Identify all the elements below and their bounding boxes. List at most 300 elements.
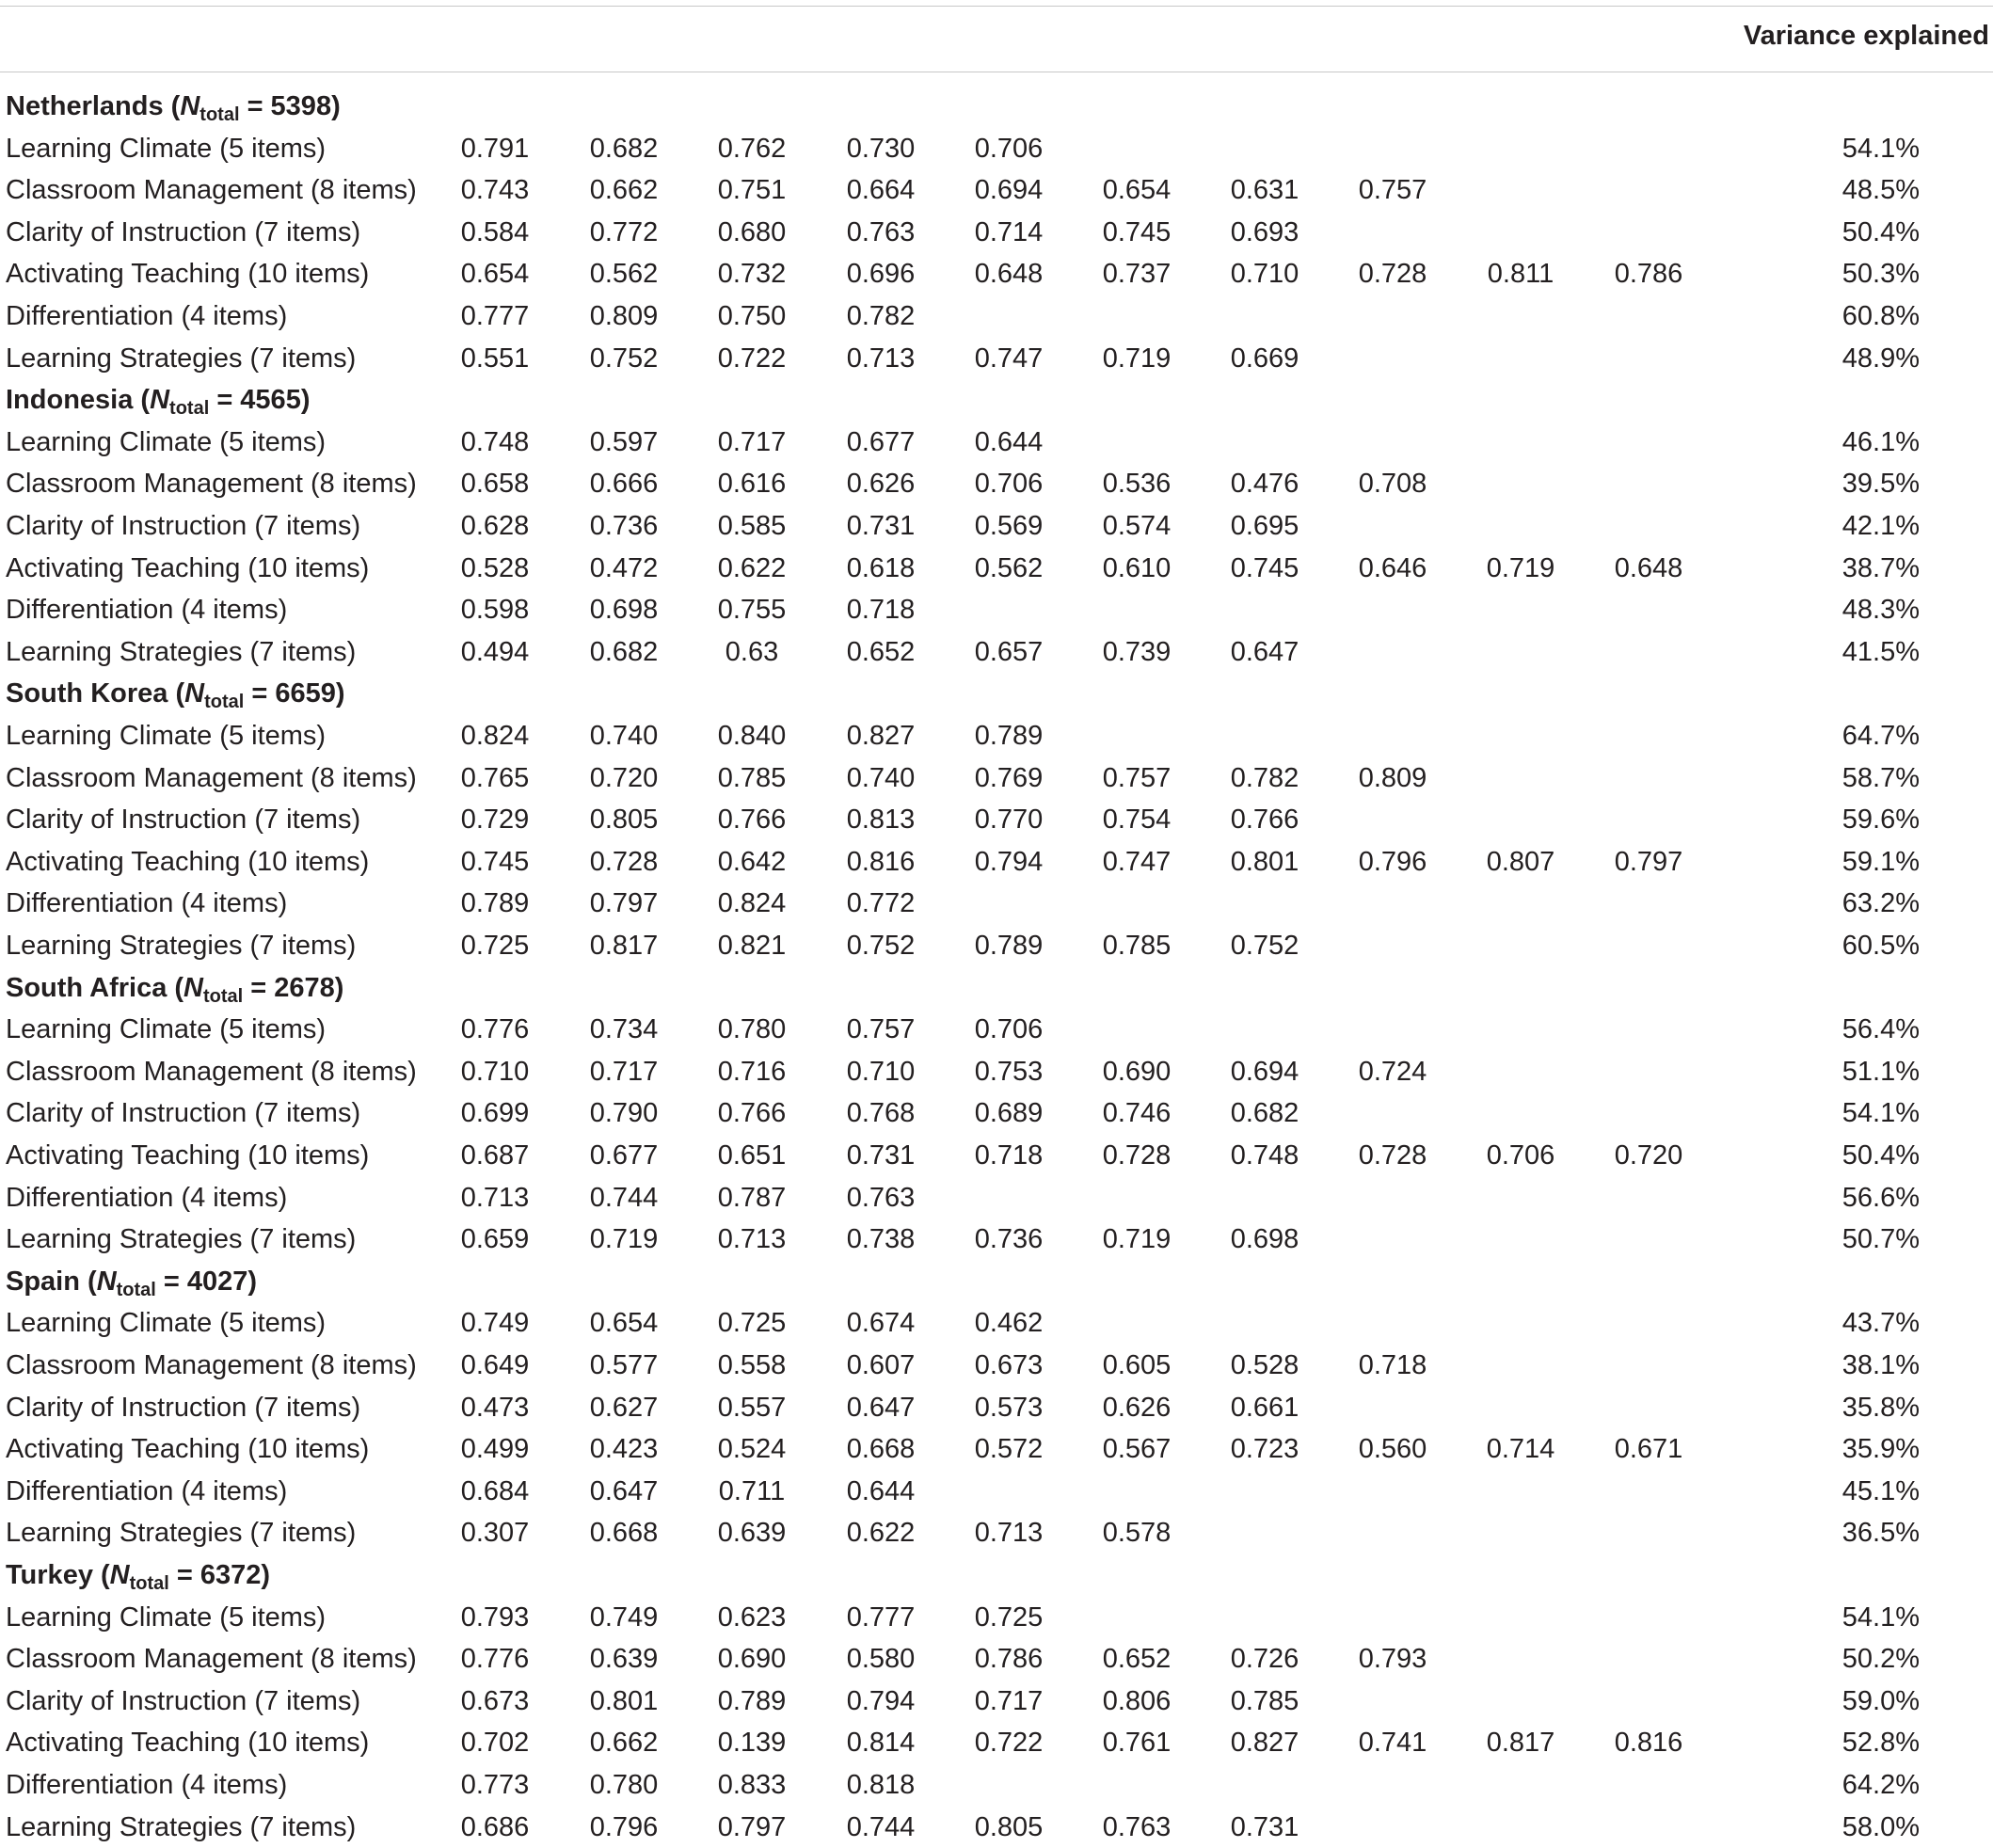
- loading-cell: 0.307: [460, 1518, 530, 1549]
- table-row: [0, 422, 1993, 463]
- country-name: Indonesia: [6, 385, 134, 416]
- table-row: [0, 1807, 1993, 1848]
- loading-cell: 0.776: [460, 1644, 530, 1675]
- variance-cell: 58.0%: [1842, 1811, 1920, 1842]
- loading-cell: 0.782: [846, 301, 916, 331]
- loading-cell: 0.569: [974, 511, 1044, 541]
- loading-cell: 0.671: [1614, 1434, 1683, 1465]
- loading-cell: 0.805: [589, 805, 659, 836]
- loading-cell: 0.618: [846, 552, 916, 583]
- loading-cell: 0.745: [460, 846, 530, 877]
- loading-cell: 0.562: [974, 552, 1044, 583]
- top-rule: [0, 6, 1993, 7]
- loading-cell: 0.772: [589, 216, 659, 247]
- table-row: [0, 1345, 1993, 1386]
- loading-cell: 0.754: [1102, 805, 1172, 836]
- variance-cell: 48.3%: [1842, 595, 1920, 626]
- loading-cell: 0.785: [717, 762, 787, 793]
- loading-cell: 0.763: [846, 216, 916, 247]
- table-row: [0, 169, 1993, 211]
- loading-cell: 0.626: [846, 469, 916, 500]
- group-title: Turkey $(N_{total} = 6372)$: [6, 1560, 271, 1594]
- loading-cell: 0.551: [460, 343, 530, 374]
- loading-cell: 0.724: [1358, 1056, 1427, 1087]
- country-name: Netherlands: [6, 91, 164, 121]
- variance-cell: 46.1%: [1842, 426, 1920, 457]
- loading-cell: 0.744: [846, 1811, 916, 1842]
- loading-cell: 0.677: [589, 1140, 659, 1171]
- loading-cell: 0.584: [460, 216, 530, 247]
- loading-cell: 0.763: [1102, 1811, 1172, 1842]
- country-name: South Africa: [6, 972, 167, 1003]
- loading-cell: 0.777: [846, 1601, 916, 1633]
- loading-cell: 0.646: [1358, 552, 1427, 583]
- loading-cell: 0.816: [1614, 1728, 1683, 1759]
- loading-cell: 0.745: [1102, 216, 1172, 247]
- loading-cell: 0.659: [460, 1224, 530, 1255]
- variance-cell: 56.6%: [1842, 1182, 1920, 1213]
- loading-cell: 0.682: [589, 133, 659, 164]
- loading-cell: 0.748: [1230, 1140, 1299, 1171]
- table-row: [0, 505, 1993, 547]
- loading-cell: 0.644: [974, 426, 1044, 457]
- loading-cell: 0.718: [974, 1140, 1044, 1171]
- table-row: [0, 1302, 1993, 1344]
- table-row: [0, 548, 1993, 589]
- variance-cell: 63.2%: [1842, 888, 1920, 919]
- loading-cell: 0.652: [1102, 1644, 1172, 1675]
- table-row: [0, 1638, 1993, 1680]
- loading-cell: 0.573: [974, 1392, 1044, 1423]
- scale-label: Differentiation (4 items): [6, 888, 288, 919]
- loading-cell: 0.725: [717, 1308, 787, 1339]
- loading-cell: 0.745: [1230, 552, 1299, 583]
- loading-cell: 0.669: [1230, 343, 1299, 374]
- scale-label: Learning Climate (5 items): [6, 1014, 327, 1045]
- variance-cell: 35.9%: [1842, 1434, 1920, 1465]
- loading-cell: 0.689: [974, 1098, 1044, 1129]
- loading-cell: 0.789: [974, 931, 1044, 961]
- table-row: [0, 883, 1993, 924]
- loading-cell: 0.762: [717, 133, 787, 164]
- loading-cell: 0.578: [1102, 1518, 1172, 1549]
- loading-cell: 0.766: [717, 805, 787, 836]
- loading-cell: 0.728: [1358, 1140, 1427, 1171]
- n-subscript: total: [199, 104, 240, 125]
- loading-cell: 0.725: [460, 931, 530, 961]
- variance-cell: 43.7%: [1842, 1308, 1920, 1339]
- loading-cell: 0.528: [460, 552, 530, 583]
- group-header-row: [0, 86, 1993, 127]
- table-row: [0, 1471, 1993, 1512]
- variance-cell: 64.2%: [1842, 1770, 1920, 1800]
- loading-cell: 0.726: [1230, 1644, 1299, 1675]
- loading-cell: 0.702: [460, 1728, 530, 1759]
- variance-cell: 45.1%: [1842, 1475, 1920, 1506]
- loading-cell: 0.719: [1102, 343, 1172, 374]
- loading-cell: 0.644: [846, 1475, 916, 1506]
- loading-cell: 0.827: [1230, 1728, 1299, 1759]
- loading-cell: 0.717: [974, 1685, 1044, 1716]
- loading-cell: 0.818: [846, 1770, 916, 1800]
- scale-label: Learning Strategies (7 items): [6, 343, 357, 374]
- loading-cell: 0.729: [460, 805, 530, 836]
- country-name: Spain: [6, 1266, 80, 1297]
- loading-cell: 0.714: [974, 216, 1044, 247]
- loading-cell: 0.814: [846, 1728, 916, 1759]
- n-subscript: total: [169, 398, 210, 420]
- variance-cell: 42.1%: [1842, 511, 1920, 541]
- table-row: [0, 589, 1993, 630]
- loading-cell: 0.647: [846, 1392, 916, 1423]
- loading-cell: 0.557: [717, 1392, 787, 1423]
- loading-cell: 0.687: [460, 1140, 530, 1171]
- loading-cell: 0.744: [589, 1182, 659, 1213]
- table-row: [0, 757, 1993, 799]
- loading-cell: 0.749: [589, 1601, 659, 1633]
- table-row: [0, 1135, 1993, 1176]
- table-row: [0, 1009, 1993, 1050]
- variance-cell: 54.1%: [1842, 1601, 1920, 1633]
- scale-label: Learning Climate (5 items): [6, 721, 327, 751]
- table-row: [0, 925, 1993, 966]
- loading-cell: 0.639: [589, 1644, 659, 1675]
- scale-label: Activating Teaching (10 items): [6, 552, 370, 583]
- loading-cell: 0.658: [460, 469, 530, 500]
- variance-cell: 38.7%: [1842, 552, 1920, 583]
- table-row: [0, 715, 1993, 757]
- loading-cell: 0.719: [1102, 1224, 1172, 1255]
- loading-cell: 0.714: [1486, 1434, 1555, 1465]
- scale-label: Activating Teaching (10 items): [6, 1728, 370, 1759]
- scale-label: Clarity of Instruction (7 items): [6, 1098, 361, 1129]
- loading-cell: 0.139: [717, 1728, 787, 1759]
- loading-cell: 0.763: [846, 1182, 916, 1213]
- loading-cell: 0.718: [1358, 1350, 1427, 1380]
- scale-label: Differentiation (4 items): [6, 1770, 288, 1800]
- country-name: South Korea: [6, 678, 168, 709]
- loading-cell: 0.642: [717, 846, 787, 877]
- loading-cell: 0.684: [460, 1475, 530, 1506]
- loading-cell: 0.797: [717, 1811, 787, 1842]
- loading-cell: 0.673: [460, 1685, 530, 1716]
- loading-cell: 0.647: [589, 1475, 659, 1506]
- loading-cell: 0.694: [1230, 1056, 1299, 1087]
- loading-cell: 0.789: [974, 721, 1044, 751]
- loading-cell: 0.732: [717, 259, 787, 290]
- loading-cell: 0.717: [717, 426, 787, 457]
- loading-cell: 0.816: [846, 846, 916, 877]
- scale-label: Learning Strategies (7 items): [6, 931, 357, 961]
- loading-cell: 0.710: [1230, 259, 1299, 290]
- loading-cell: 0.710: [846, 1056, 916, 1087]
- loading-cell: 0.574: [1102, 511, 1172, 541]
- loading-cell: 0.750: [717, 301, 787, 331]
- loading-cell: 0.462: [974, 1308, 1044, 1339]
- scale-label: Classroom Management (8 items): [6, 175, 417, 206]
- variance-cell: 41.5%: [1842, 636, 1920, 667]
- group-title: Spain $(N_{total} = 4027)$: [6, 1266, 258, 1300]
- loading-cell: 0.720: [589, 762, 659, 793]
- loading-cell: 0.693: [1230, 216, 1299, 247]
- loading-cell: 0.607: [846, 1350, 916, 1380]
- loading-cell: 0.824: [717, 888, 787, 919]
- n-total-value: = 6372): [176, 1560, 271, 1590]
- scale-label: Classroom Management (8 items): [6, 1056, 417, 1087]
- variance-cell: 60.5%: [1842, 931, 1920, 961]
- n-total-value: = 2678): [250, 972, 344, 1003]
- table-row: [0, 631, 1993, 673]
- loading-cell: 0.809: [589, 301, 659, 331]
- loading-cell: 0.752: [846, 931, 916, 961]
- table-row: [0, 1051, 1993, 1092]
- loading-cell: 0.668: [846, 1434, 916, 1465]
- loading-cell: 0.713: [460, 1182, 530, 1213]
- loading-cell: 0.722: [974, 1728, 1044, 1759]
- scale-label: Classroom Management (8 items): [6, 1644, 417, 1675]
- loading-cell: 0.720: [1614, 1140, 1683, 1171]
- group-title: South Korea $(N_{total} = 6659)$: [6, 678, 345, 713]
- loading-cell: 0.794: [974, 846, 1044, 877]
- loading-cell: 0.648: [1614, 552, 1683, 583]
- loading-cell: 0.598: [460, 595, 530, 626]
- table-row: [0, 295, 1993, 337]
- loading-cell: 0.476: [1230, 469, 1299, 500]
- n-symbol: N: [96, 1266, 117, 1297]
- table-row: [0, 463, 1993, 504]
- table-row: [0, 799, 1993, 840]
- variance-cell: 36.5%: [1842, 1518, 1920, 1549]
- loading-cell: 0.473: [460, 1392, 530, 1423]
- loading-cell: 0.558: [717, 1350, 787, 1380]
- loading-cell: 0.711: [718, 1475, 786, 1506]
- loading-cell: 0.577: [589, 1350, 659, 1380]
- loading-cell: 0.690: [1102, 1056, 1172, 1087]
- loading-cell: 0.768: [846, 1098, 916, 1129]
- loading-cell: 0.833: [717, 1770, 787, 1800]
- loading-cell: 0.622: [717, 552, 787, 583]
- loading-cell: 0.673: [974, 1350, 1044, 1380]
- variance-cell: 60.8%: [1842, 301, 1920, 331]
- loading-cell: 0.730: [846, 133, 916, 164]
- loading-cell: 0.780: [589, 1770, 659, 1800]
- variance-cell: 51.1%: [1842, 1056, 1920, 1087]
- loading-cell: 0.718: [846, 595, 916, 626]
- scale-label: Activating Teaching (10 items): [6, 259, 370, 290]
- loading-cell: 0.794: [846, 1685, 916, 1716]
- loading-cell: 0.793: [1358, 1644, 1427, 1675]
- variance-cell: 54.1%: [1842, 133, 1920, 164]
- loading-cell: 0.647: [1230, 636, 1299, 667]
- loading-cell: 0.423: [589, 1434, 659, 1465]
- loading-cell: 0.626: [1102, 1392, 1172, 1423]
- loading-cell: 0.731: [846, 511, 916, 541]
- loading-cell: 0.747: [1102, 846, 1172, 877]
- loading-cell: 0.664: [846, 175, 916, 206]
- scale-label: Classroom Management (8 items): [6, 469, 417, 500]
- loading-cell: 0.736: [589, 511, 659, 541]
- n-total-value: = 6659): [251, 678, 345, 709]
- loading-cell: 0.686: [460, 1811, 530, 1842]
- loading-cell: 0.752: [1230, 931, 1299, 961]
- table-row: [0, 1219, 1993, 1260]
- loading-cell: 0.605: [1102, 1350, 1172, 1380]
- scale-label: Learning Climate (5 items): [6, 1601, 327, 1633]
- loading-cell: 0.677: [846, 426, 916, 457]
- variance-cell: 38.1%: [1842, 1350, 1920, 1380]
- loading-cell: 0.710: [460, 1056, 530, 1087]
- loading-cell: 0.782: [1230, 762, 1299, 793]
- table-row: [0, 1092, 1993, 1134]
- loading-cell: 0.722: [717, 343, 787, 374]
- loading-cell: 0.824: [460, 721, 530, 751]
- variance-cell: 56.4%: [1842, 1014, 1920, 1045]
- loading-cell: 0.706: [974, 1014, 1044, 1045]
- loading-cell: 0.755: [717, 595, 787, 626]
- scale-label: Activating Teaching (10 items): [6, 1140, 370, 1171]
- loading-cell: 0.661: [1230, 1392, 1299, 1423]
- variance-cell: 50.2%: [1842, 1644, 1920, 1675]
- loading-cell: 0.567: [1102, 1434, 1172, 1465]
- loading-cell: 0.690: [717, 1644, 787, 1675]
- scale-label: Activating Teaching (10 items): [6, 1434, 370, 1465]
- loading-cell: 0.725: [974, 1601, 1044, 1633]
- loading-cell: 0.766: [717, 1098, 787, 1129]
- loading-cell: 0.786: [974, 1644, 1044, 1675]
- scale-label: Clarity of Instruction (7 items): [6, 216, 361, 247]
- loading-cell: 0.746: [1102, 1098, 1172, 1129]
- n-total-value: = 4027): [163, 1266, 258, 1297]
- loading-cell: 0.494: [460, 636, 530, 667]
- table-row: [0, 1597, 1993, 1638]
- variance-cell: 50.4%: [1842, 216, 1920, 247]
- loading-cell: 0.776: [460, 1014, 530, 1045]
- loading-cell: 0.765: [460, 762, 530, 793]
- loading-cell: 0.528: [1230, 1350, 1299, 1380]
- loading-cell: 0.639: [717, 1518, 787, 1549]
- loading-cell: 0.716: [717, 1056, 787, 1087]
- loading-cell: 0.737: [1102, 259, 1172, 290]
- loading-cell: 0.807: [1486, 846, 1555, 877]
- loading-cell: 0.769: [974, 762, 1044, 793]
- loading-cell: 0.805: [974, 1811, 1044, 1842]
- table-row: [0, 1387, 1993, 1428]
- loading-cell: 0.761: [1102, 1728, 1172, 1759]
- loading-cell: 0.786: [1614, 259, 1683, 290]
- variance-cell: 50.4%: [1842, 1140, 1920, 1171]
- variance-cell: 59.0%: [1842, 1685, 1920, 1716]
- loading-cell: 0.821: [717, 931, 787, 961]
- loading-cell: 0.706: [974, 469, 1044, 500]
- loading-cell: 0.740: [846, 762, 916, 793]
- loading-cell: 0.789: [717, 1685, 787, 1716]
- loading-cell: 0.790: [589, 1098, 659, 1129]
- loading-cell: 0.63: [725, 636, 779, 667]
- loading-cell: 0.743: [460, 175, 530, 206]
- loading-cell: 0.796: [589, 1811, 659, 1842]
- loading-cell: 0.840: [717, 721, 787, 751]
- scale-label: Differentiation (4 items): [6, 1182, 288, 1213]
- loading-cell: 0.785: [1230, 1685, 1299, 1716]
- loading-cell: 0.648: [974, 259, 1044, 290]
- loading-cell: 0.649: [460, 1350, 530, 1380]
- loading-cell: 0.627: [589, 1392, 659, 1423]
- loading-cell: 0.695: [1230, 511, 1299, 541]
- loading-cell: 0.785: [1102, 931, 1172, 961]
- loading-cell: 0.797: [589, 888, 659, 919]
- n-symbol: N: [183, 972, 203, 1003]
- loading-cell: 0.757: [1358, 175, 1427, 206]
- loading-cell: 0.827: [846, 721, 916, 751]
- table-row: [0, 1764, 1993, 1806]
- scale-label: Classroom Management (8 items): [6, 1350, 417, 1380]
- n-subscript: total: [116, 1279, 156, 1300]
- loading-cell: 0.728: [1358, 259, 1427, 290]
- variance-cell: 59.6%: [1842, 805, 1920, 836]
- table-row: [0, 1177, 1993, 1219]
- table-row: [0, 212, 1993, 253]
- group-title: Netherlands $(N_{total} = 5398)$: [6, 91, 341, 125]
- variance-cell: 50.7%: [1842, 1224, 1920, 1255]
- loading-cell: 0.524: [717, 1434, 787, 1465]
- loading-cell: 0.654: [1102, 175, 1172, 206]
- scale-label: Classroom Management (8 items): [6, 762, 417, 793]
- loading-cell: 0.753: [974, 1056, 1044, 1087]
- loading-cell: 0.682: [1230, 1098, 1299, 1129]
- variance-cell: 54.1%: [1842, 1098, 1920, 1129]
- loading-cell: 0.699: [460, 1098, 530, 1129]
- group-title: South Africa $(N_{total} = 2678)$: [6, 972, 344, 1007]
- group-header-row: [0, 673, 1993, 714]
- loading-cell: 0.751: [717, 175, 787, 206]
- loading-cell: 0.734: [589, 1014, 659, 1045]
- loading-cell: 0.811: [1487, 259, 1555, 290]
- n-symbol: N: [184, 678, 205, 709]
- loading-cell: 0.560: [1358, 1434, 1427, 1465]
- loading-cell: 0.585: [717, 511, 787, 541]
- scale-label: Differentiation (4 items): [6, 595, 288, 626]
- variance-cell: 50.3%: [1842, 259, 1920, 290]
- loading-cell: 0.654: [460, 259, 530, 290]
- scale-label: Clarity of Instruction (7 items): [6, 511, 361, 541]
- scale-label: Clarity of Instruction (7 items): [6, 1685, 361, 1716]
- n-symbol: N: [109, 1560, 130, 1590]
- loading-cell: 0.791: [460, 133, 530, 164]
- loading-cell: 0.723: [1230, 1434, 1299, 1465]
- loading-cell: 0.706: [1486, 1140, 1555, 1171]
- loading-cell: 0.631: [1230, 175, 1299, 206]
- n-subscript: total: [204, 692, 245, 713]
- loading-cell: 0.817: [589, 931, 659, 961]
- loading-cell: 0.719: [1486, 552, 1555, 583]
- loading-cell: 0.797: [1614, 846, 1683, 877]
- group-header-row: [0, 379, 1993, 421]
- loading-cell: 0.793: [460, 1601, 530, 1633]
- scale-label: Learning Strategies (7 items): [6, 1811, 357, 1842]
- variance-cell: 48.5%: [1842, 175, 1920, 206]
- loading-cell: 0.616: [717, 469, 787, 500]
- loading-cell: 0.739: [1102, 636, 1172, 667]
- loading-cell: 0.572: [974, 1434, 1044, 1465]
- table-row: [0, 841, 1993, 883]
- loading-cell: 0.623: [717, 1601, 787, 1633]
- loading-cell: 0.698: [1230, 1224, 1299, 1255]
- loading-cell: 0.787: [717, 1182, 787, 1213]
- loading-cell: 0.731: [846, 1140, 916, 1171]
- loading-cell: 0.668: [589, 1518, 659, 1549]
- loading-cell: 0.770: [974, 805, 1044, 836]
- table-row: [0, 1512, 1993, 1553]
